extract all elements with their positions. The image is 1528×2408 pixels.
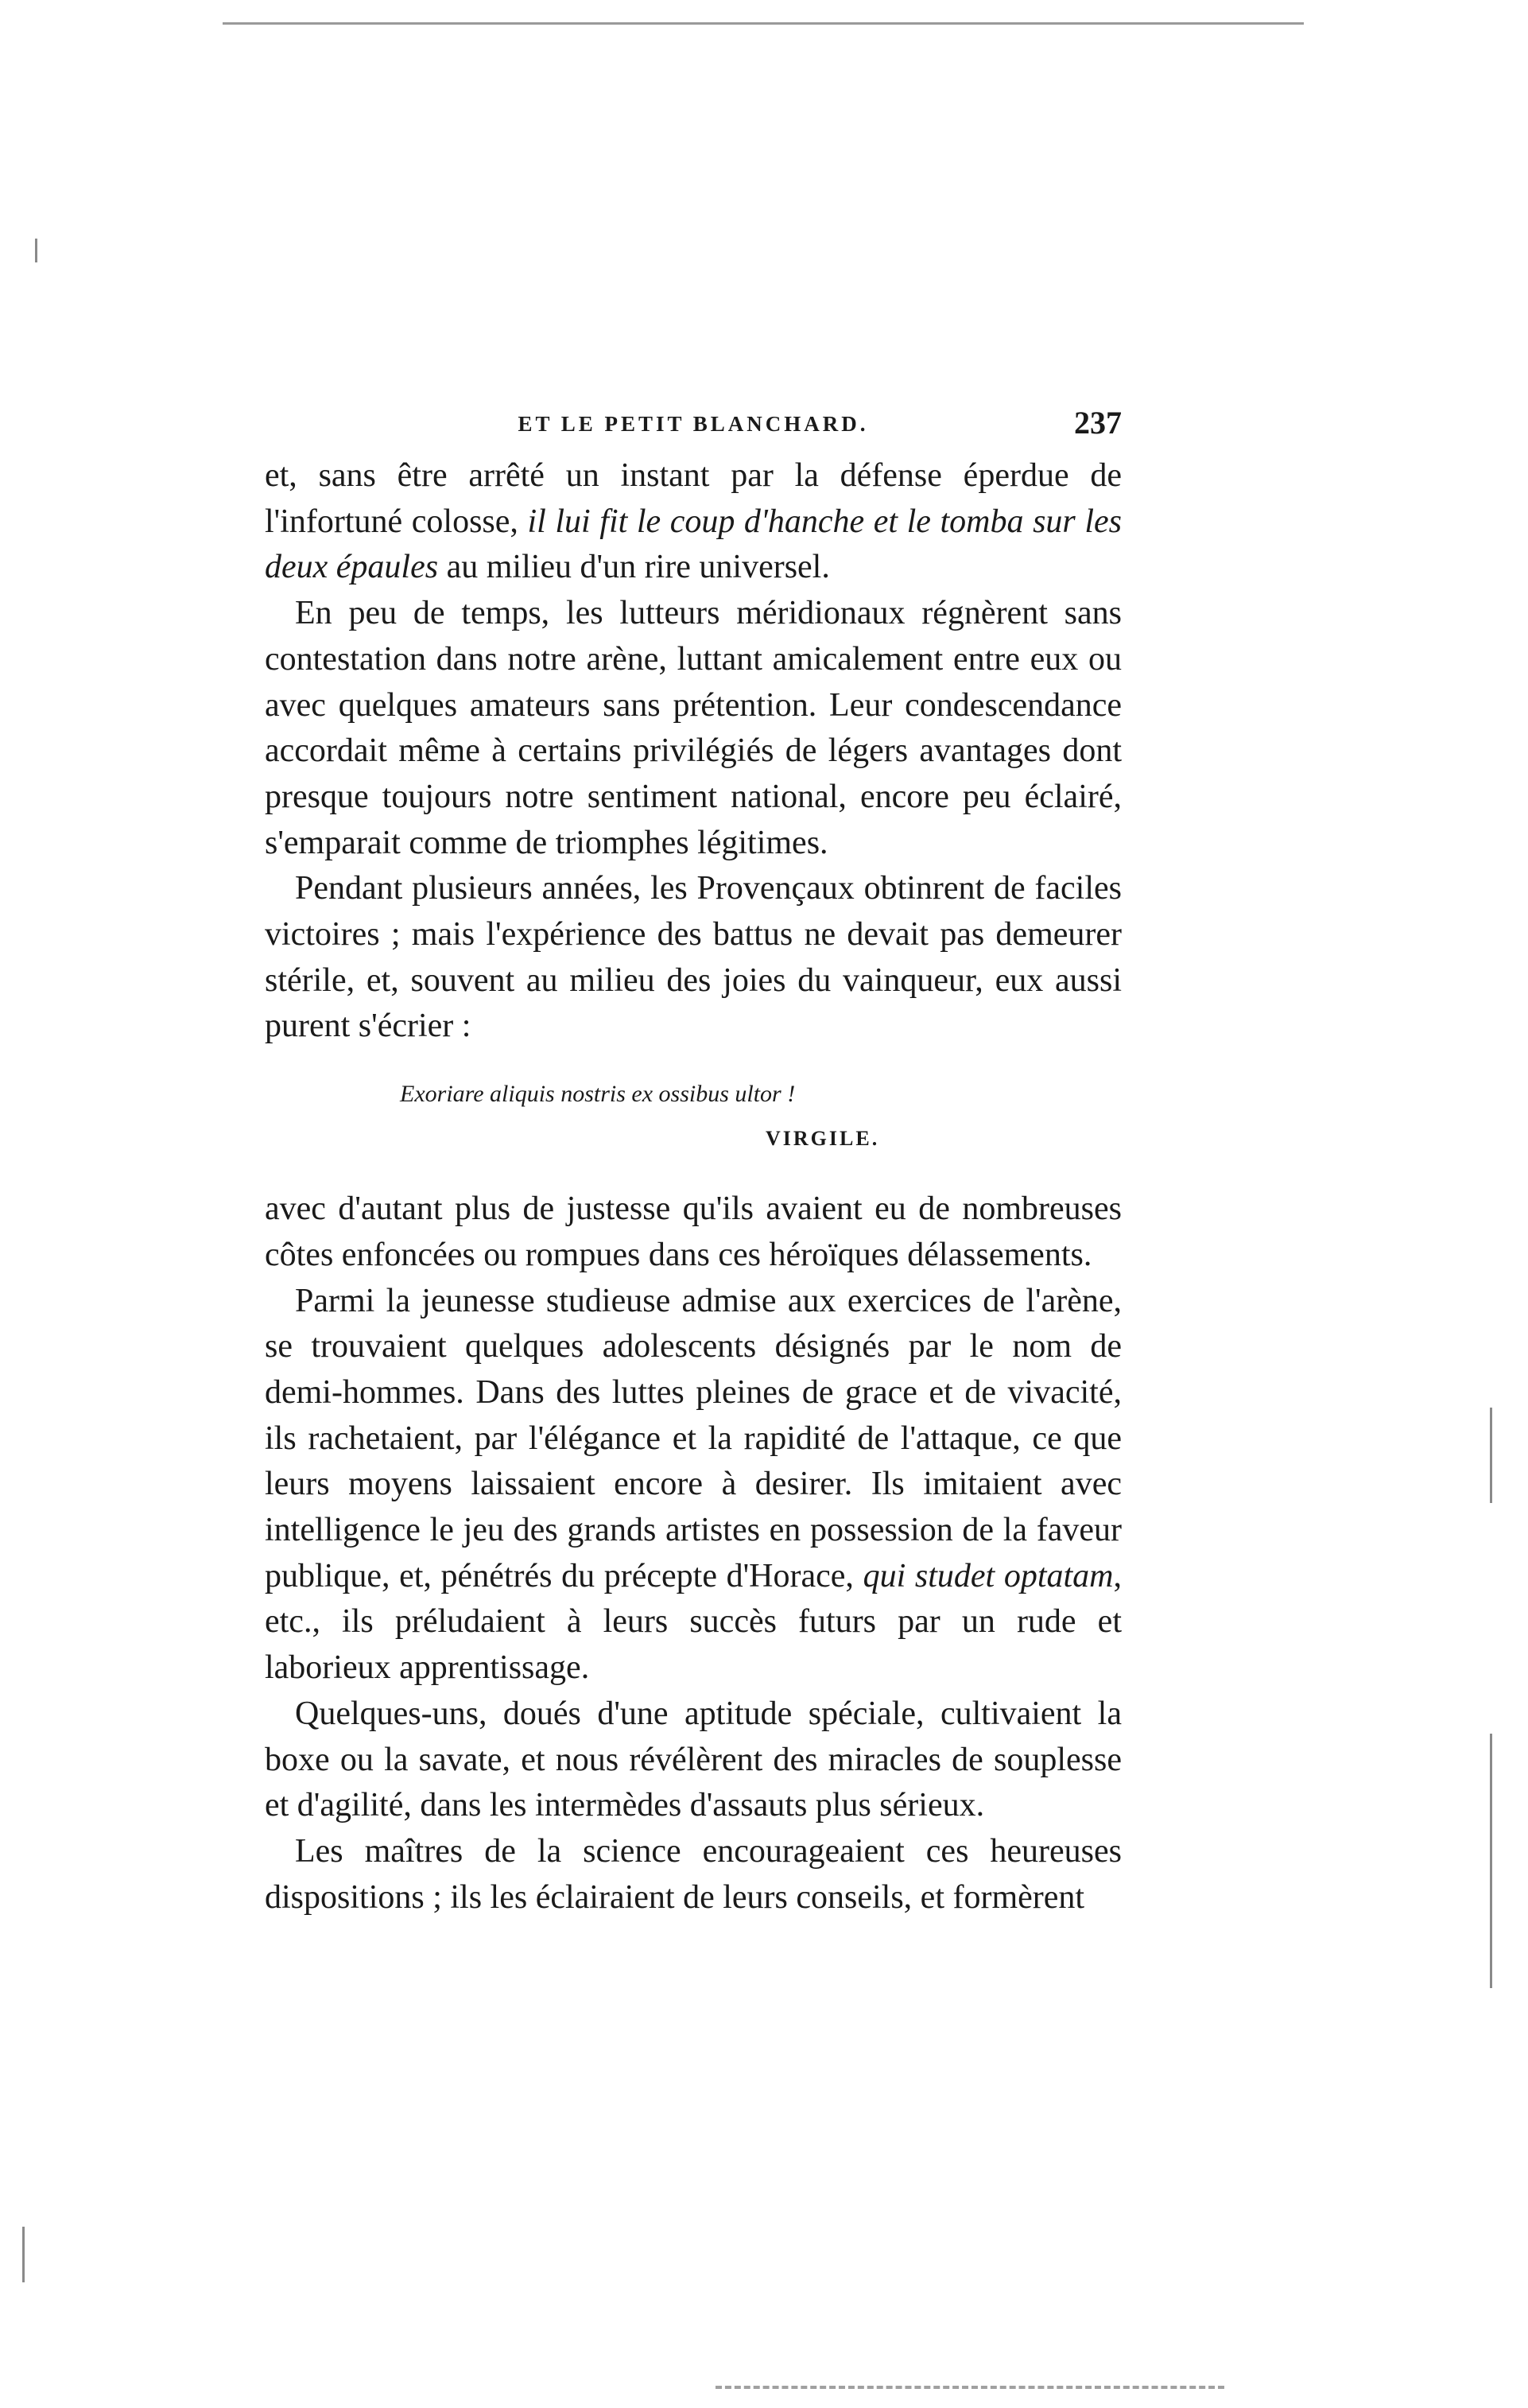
- scan-edge-top: [223, 22, 1304, 25]
- scan-mark-left-bottom: [22, 2227, 25, 2282]
- running-title: ET LE PETIT BLANCHARD.: [518, 412, 869, 436]
- scan-mark-right-2: [1490, 1734, 1492, 1988]
- scan-edge-bottom: [716, 2386, 1224, 2389]
- paragraph-3: Pendant plusieurs années, les Provençaux obtinrent de faciles victoires ; mais l'expérience des battus ne devait pas demeurer stérile, et, souvent au milieu des joies du vainqueur, eux aussi purent s'écrier :: [265, 870, 1122, 1045]
- paragraph-7: Les maîtres de la science encourageaient ces heureuses dispositions ; ils les éclairaient de leurs conseils, et formèrent: [265, 1832, 1122, 1916]
- scan-mark-left-top: [35, 239, 37, 262]
- paragraph-5-italic: qui studet optatam: [863, 1557, 1114, 1594]
- running-head: [265, 398, 1122, 453]
- book-page: [265, 398, 1122, 1921]
- paragraph-4: avec d'autant plus de justesse qu'ils avaient eu de nombreuses côtes enfoncées ou rompues dans ces héroïques délassements.: [265, 1190, 1122, 1273]
- paragraph-1-text-b: au milieu d'un rire universel.: [438, 549, 830, 586]
- paragraph-1-italic: il lui fit le coup d'hanche et le tomba sur les deux épaules: [265, 503, 1122, 586]
- page-number: 237: [1074, 405, 1122, 441]
- quotation-attribution: VIRGILE.: [766, 1127, 880, 1151]
- paragraph-5: [265, 1279, 1122, 1691]
- paragraph-5-text-b: , etc., ils préludaient à leurs succès futurs par un rude et laborieux apprentissage.: [265, 1557, 1122, 1687]
- paragraph-2: En peu de temps, les lutteurs méridionaux régnèrent sans contestation dans notre arène, luttant amicalement entre eux ou avec quelques amateurs sans prétention. Leur condescendance accordait même à certains privilégiés de légers avantages dont presque toujours notre sentiment national, encore peu éclairé, s'emparait comme de triomphes légitimes.: [265, 595, 1122, 861]
- paragraph-6: Quelques-uns, doués d'une aptitude spéciale, cultivaient la boxe ou la savate, et nous révélèrent des miracles de souplesse et d'agilité, dans les intermèdes d'assauts plus sérieux.: [265, 1695, 1122, 1824]
- paragraph-1-text-a: et, sans être arrêté un instant par la défense éperdue de l'infortuné colosse,: [265, 457, 1122, 540]
- latin-quotation: Exoriare aliquis nostris ex ossibus ultor !: [400, 1081, 796, 1108]
- paragraph-5-text-a: Parmi la jeunesse studieuse admise aux exercices de l'arène, se trouvaient quelques adolescents désignés par le nom de demi-hommes. Dans des luttes pleines de grace et de vivacité, ils rachetaient, par l'élégance et la rapidité de l'attaque, ce que leurs moyens laissaient encore à desirer. Ils imitaient avec intelligence le jeu des grands artistes en possession de la faveur publique, et, pénétrés du précepte d'Horace,: [265, 1282, 1122, 1594]
- paragraph-1: [265, 453, 1122, 591]
- scan-mark-right-1: [1490, 1408, 1492, 1503]
